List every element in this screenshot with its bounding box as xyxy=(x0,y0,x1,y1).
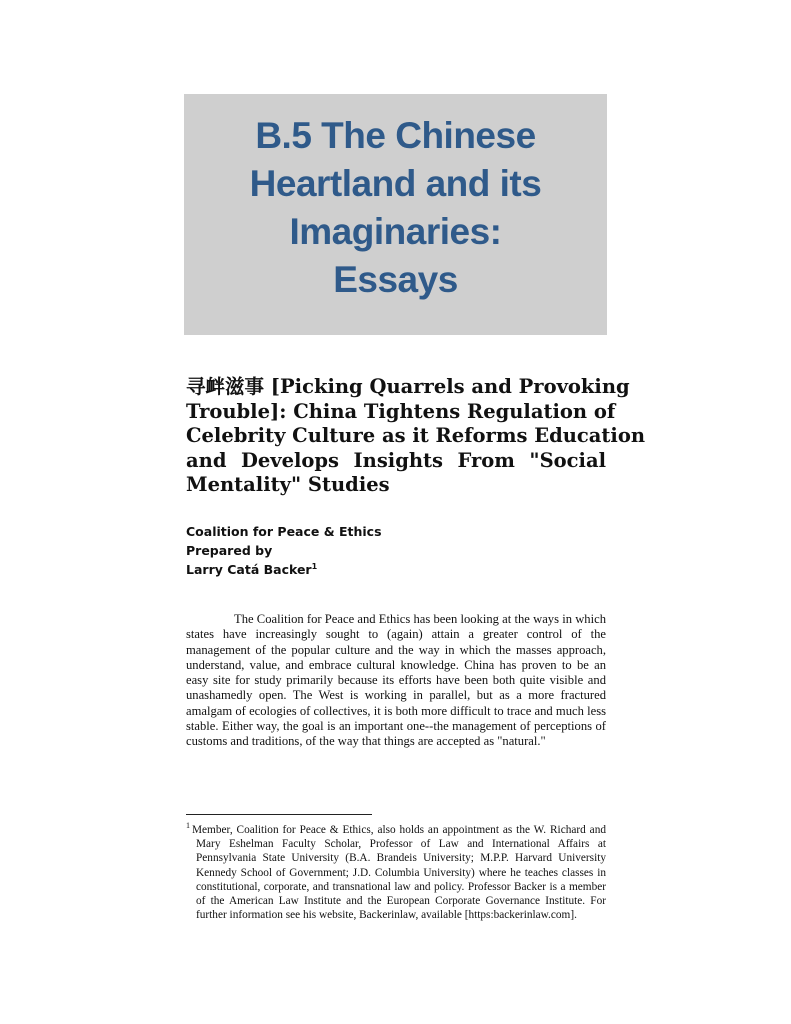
footnote-divider xyxy=(186,814,372,815)
author-footnote-marker[interactable]: 1 xyxy=(311,561,318,571)
headline-line-1: 寻衅滋事 [Picking Quarrels and Provoking xyxy=(186,375,630,398)
byline-author: Larry Catá Backer xyxy=(186,562,312,577)
byline-organization: Coalition for Peace & Ethics xyxy=(186,524,382,539)
section-title-line-1: B.5 The Chinese xyxy=(255,115,536,156)
footnote-1 xyxy=(186,823,606,922)
headline-line-3: Celebrity Culture as it Reforms Education xyxy=(186,424,646,447)
byline-author-line xyxy=(186,560,586,579)
headline-line-4: and Develops Insights From "Social xyxy=(186,448,606,472)
headline-line-2: Trouble]: China Tightens Regulation of xyxy=(186,399,616,423)
section-title-line-3: Imaginaries: xyxy=(289,211,502,252)
byline xyxy=(186,522,586,579)
section-title-line-2: Heartland and its xyxy=(249,163,542,204)
footnote-text: Member, Coalition for Peace & Ethics, also holds an appointment as the W. Richard and Mary Eshelman Faculty Scholar, Professor of Law and International Affairs at Pennsylvania State University (B.A. Brandeis University; M.P.P. Harvard University Kennedy School of Government; J.D. Columbia University) where he teaches classes in constitutional, corporate, and transnational law and policy. Professor Backer is a member of the American Law Institute and the European Corporate Governance Institute. For further information see his website, Backerinlaw, available [https:backerinlaw.com]. xyxy=(192,824,606,922)
headline-line-5: Mentality" Studies xyxy=(186,473,390,496)
essay-headline xyxy=(186,375,646,498)
body-paragraph: The Coalition for Peace and Ethics has been looking at the ways in which states have increasingly sought to (again) attain a greater control of the management of the popular culture and the way in which the masses approach, understand, value, and embrace cultural knowledge. China has proven to be an easy site for study primarily because its efforts have been both quite visible and unashamedly open. The West is working in parallel, but as a more fractured amalgam of ecologies of collectives, it is both more difficult to trace and much less stable. Either way, the goal is an important one--the management of perceptions of customs and traditions, of the way that things are accepted as "natural." xyxy=(186,612,606,749)
byline-prepared-by: Prepared by xyxy=(186,543,273,558)
section-title-box xyxy=(184,94,607,335)
footnote-marker: 1 xyxy=(186,821,190,831)
section-title-line-4: Essays xyxy=(333,259,458,300)
